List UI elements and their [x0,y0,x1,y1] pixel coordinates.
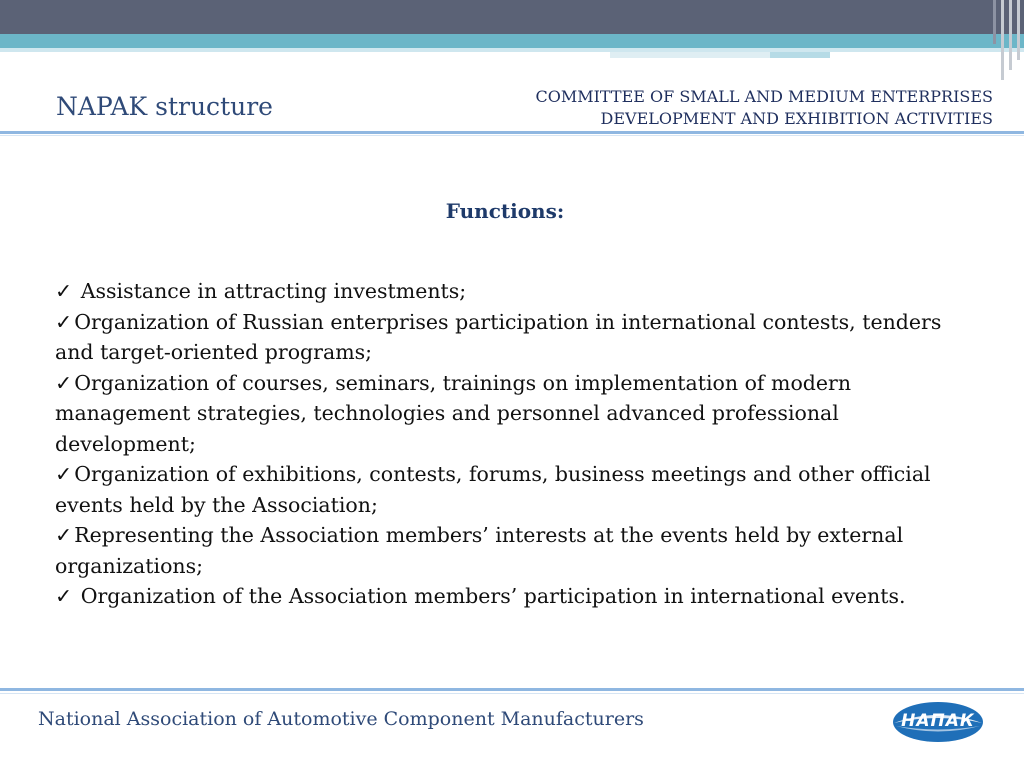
list-item-text: Organization of the Association members’ participation in international events. [74,584,906,608]
check-icon: ✓ [55,523,73,547]
list-item [55,368,985,460]
list-item [55,459,985,520]
committee-line-1: COMMITTEE OF SMALL AND MEDIUM ENTERPRISES [535,87,993,106]
list-item [55,307,985,368]
committee-line-2: DEVELOPMENT AND EXHIBITION ACTIVITIES [600,109,993,128]
footer-organization: National Association of Automotive Component Manufacturers [38,708,644,730]
top-band-segment [610,52,770,58]
decorative-vertical-lines [990,0,1024,80]
list-item-text: Assistance in attracting investments; [74,279,467,303]
functions-list [55,276,985,612]
top-band-segment [770,52,830,58]
footer-divider [0,688,1024,691]
list-item-text: Organization of exhibitions, contests, forums, business meetings and other official events held by the Association; [55,462,931,517]
list-item [55,520,985,581]
list-item-text: Organization of courses, seminars, trainings on implementation of modern management strategies, technologies and personnel advanced professional development; [55,370,852,456]
napak-logo [890,699,986,745]
header-divider [0,131,1024,134]
list-item [55,581,985,612]
committee-title [535,86,993,130]
top-accent-band [0,34,1024,48]
check-icon: ✓ [55,462,73,486]
check-icon: ✓ [55,279,73,303]
slide-title: NAPAK structure [56,92,273,121]
list-item-text: Organization of Russian enterprises participation in international contests, tenders and target-oriented programs; [55,309,942,364]
functions-heading: Functions: [445,199,565,223]
list-item-text: Representing the Association members’ interests at the events held by external organizations; [55,523,904,578]
check-icon: ✓ [55,309,73,334]
top-dark-bar [0,0,1024,34]
header-divider-thin [0,135,1024,136]
check-icon: ✓ [55,584,73,608]
list-item [55,276,985,307]
footer-divider-thin [0,693,1024,694]
check-icon: ✓ [55,370,73,395]
top-light-band [0,48,1024,52]
logo-text: НАПАК [901,711,975,731]
